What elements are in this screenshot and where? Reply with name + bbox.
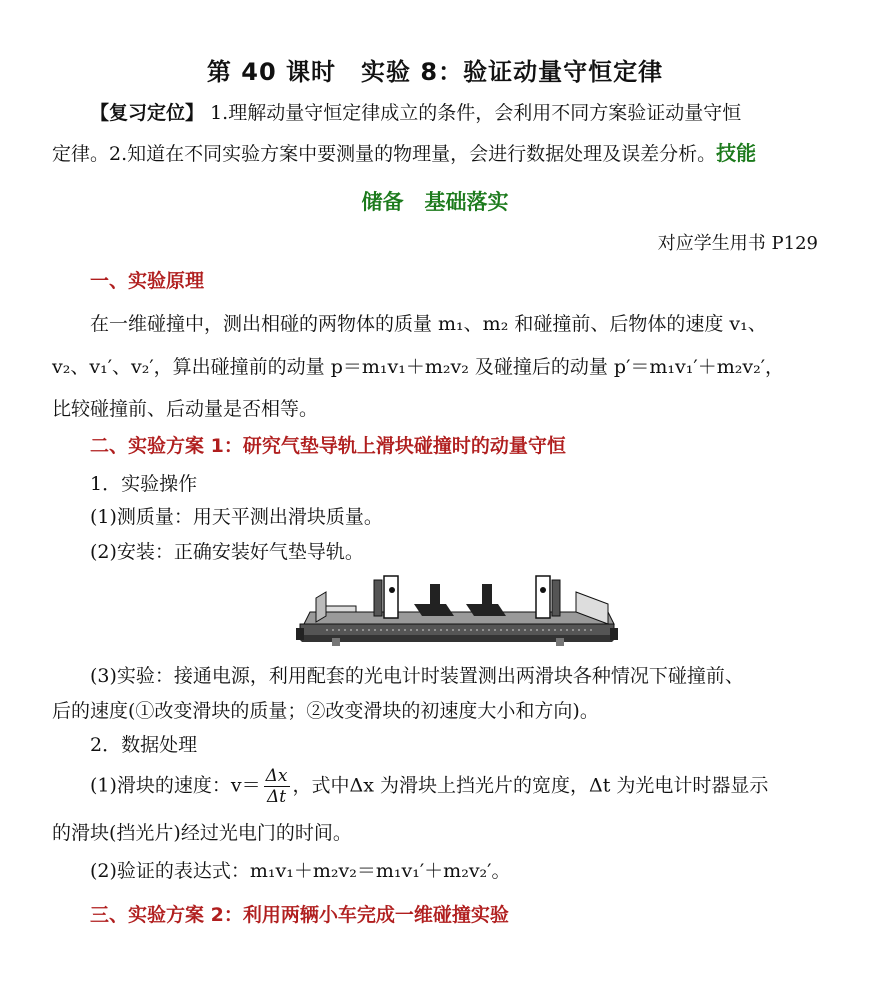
air-track-diagram (296, 572, 618, 652)
fraction-denominator: Δt (267, 787, 287, 807)
section3-heading: 三、实验方案 2：利用两辆小车完成一维碰撞实验 (90, 904, 509, 926)
section1-line2: v₂、v₁′、v₂′，算出碰撞前的动量 p＝m₁v₁＋m₂v₂ 及碰撞后的动量 p′＝m₁v₁′＋m₂v₂′， (52, 356, 785, 378)
fraction-numerator: Δx (265, 766, 288, 786)
subheading-data: 2．数据处理 (90, 734, 198, 756)
review-paragraph (52, 93, 827, 174)
verify-expression: (2)验证的表达式：m₁v₁＋m₂v₂＝m₁v₁′＋m₂v₂′。 (90, 860, 511, 882)
step-experiment-line2: 后的速度(①改变滑块的质量；②改变滑块的初速度大小和方向)。 (52, 700, 599, 722)
review-text-2: 定律。2.知道在不同实验方案中要测量的物理量，会进行数据处理及误差分析。 (52, 143, 717, 165)
book-reference: 对应学生用书 P129 (657, 233, 818, 254)
speed-rest: ，式中Δx 为滑块上挡光片的宽度，Δt 为光电计时器显示 (292, 774, 769, 797)
page-title: 第 40 课时 实验 8：验证动量守恒定律 (206, 58, 664, 86)
subheading-operation: 1．实验操作 (90, 473, 198, 495)
speed-line2: 的滑块(挡光片)经过光电门的时间。 (52, 822, 352, 844)
section1-line1: 在一维碰撞中，测出相碰的两物体的质量 m₁、m₂ 和碰撞前、后物体的速度 v₁、 (90, 313, 767, 335)
step-install: (2)安装：正确安装好气垫导轨。 (90, 541, 364, 563)
speed-label: (1)滑块的速度：v＝ (90, 774, 261, 797)
skill-heading: 储备 基础落实 (361, 190, 509, 214)
review-label: 【复习定位】 (90, 102, 205, 124)
step-weigh: (1)测质量：用天平测出滑块质量。 (90, 506, 383, 528)
section2-heading: 二、实验方案 1：研究气垫导轨上滑块碰撞时的动量守恒 (90, 435, 566, 457)
speed-formula-line (90, 766, 768, 807)
speed-fraction (264, 766, 290, 807)
step-experiment-line1: (3)实验：接通电源，利用配套的光电计时装置测出两滑块各种情况下碰撞前、 (90, 665, 744, 687)
section1-heading: 一、实验原理 (90, 270, 205, 292)
skill-heading-inline: 技能 (716, 141, 757, 165)
review-text-1: 1.理解动量守恒定律成立的条件，会利用不同方案验证动量守恒 (210, 102, 742, 124)
section1-line3: 比较碰撞前、后动量是否相等。 (52, 398, 319, 420)
